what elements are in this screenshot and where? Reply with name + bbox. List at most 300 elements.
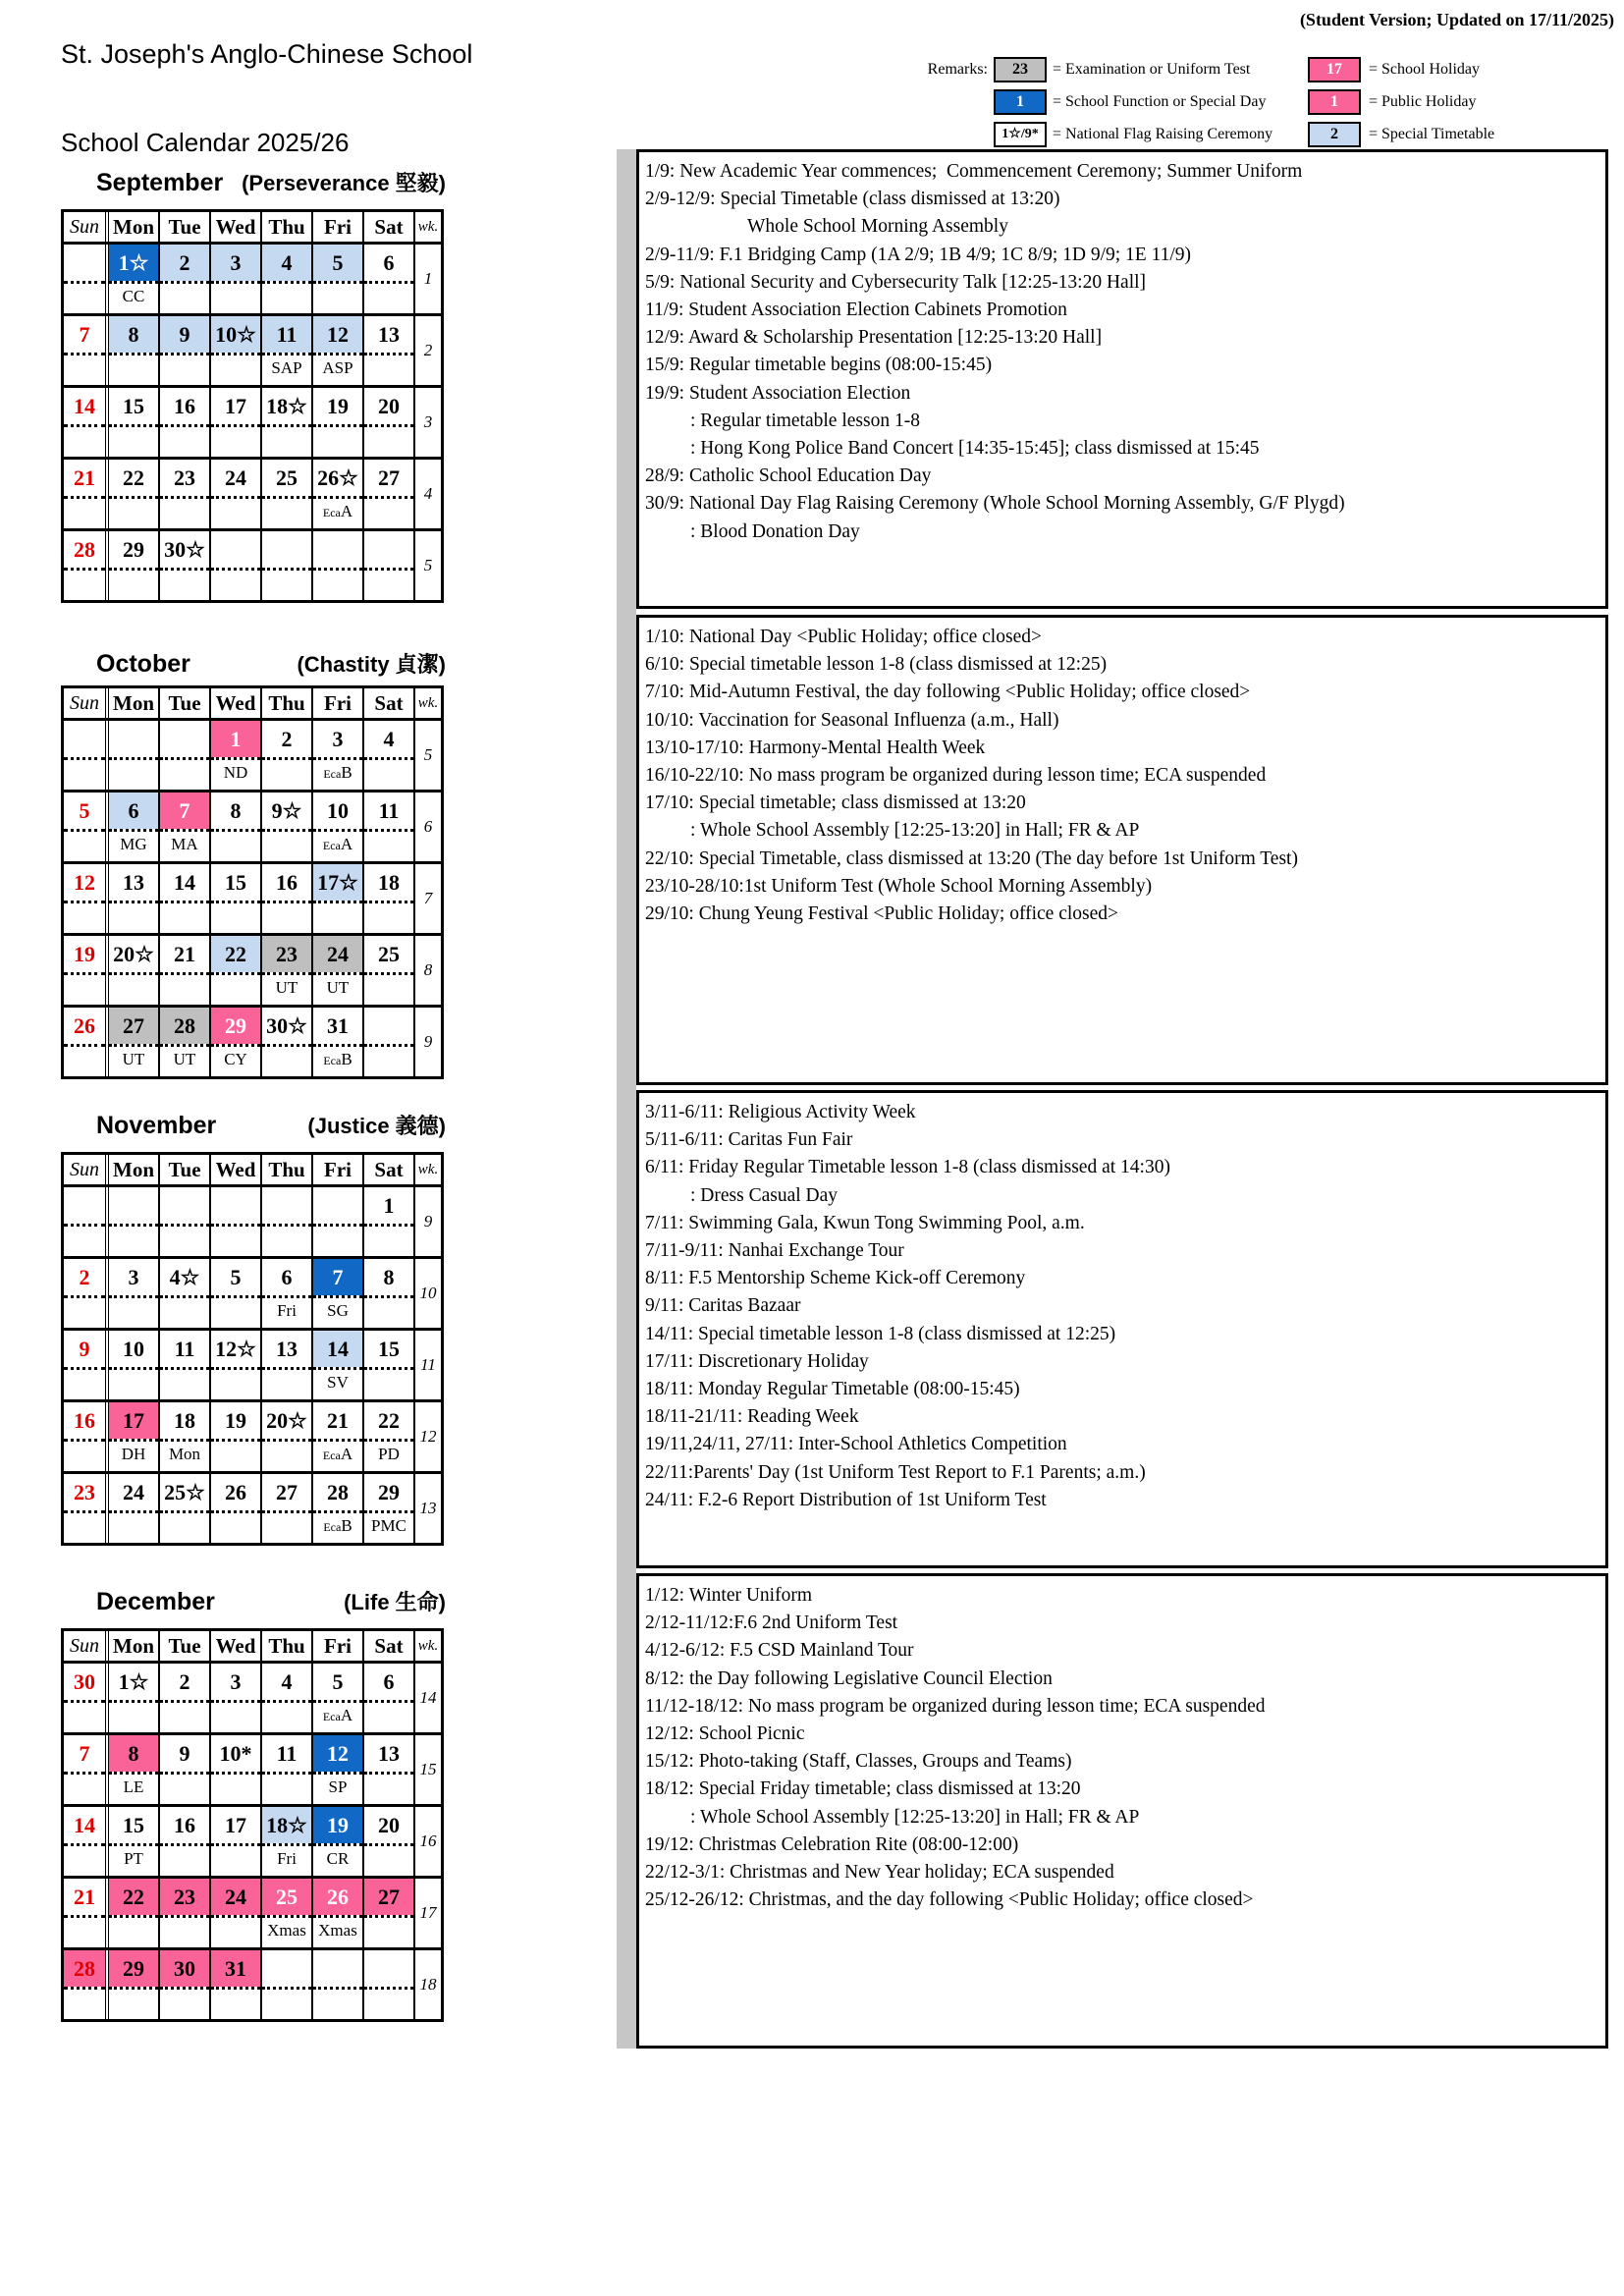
day-cell — [211, 1474, 262, 1543]
day-number: 14 — [313, 1331, 362, 1367]
eca-group: A — [340, 1445, 353, 1463]
day-number: 20☆ — [266, 1407, 307, 1433]
day-sublabel — [364, 1295, 413, 1328]
day-sublabel: SV — [313, 1367, 362, 1399]
day-cell — [313, 864, 364, 933]
day-cell — [211, 388, 262, 457]
weekday-header-tue: Tue — [160, 212, 211, 242]
day-cell — [364, 460, 415, 528]
day-cell — [313, 1259, 364, 1328]
day-cell — [160, 1474, 211, 1543]
weekday-header-fri: Fri — [313, 1155, 364, 1184]
week-row — [64, 1187, 441, 1259]
event-line: 7/10: Mid-Autumn Festival, the day following <Public Holiday; office closed> — [645, 682, 1251, 703]
day-sublabel — [64, 1700, 105, 1732]
day-number: 19 — [74, 941, 95, 966]
day-number: 5 — [230, 1264, 242, 1289]
day-cell — [211, 1187, 262, 1256]
day-cell — [313, 1807, 364, 1876]
day-cell — [313, 1402, 364, 1471]
weekday-header-thu: Thu — [262, 212, 313, 242]
day-number: 30 — [160, 1950, 209, 1987]
day-number — [262, 1187, 311, 1224]
day-number: 4 — [383, 726, 395, 751]
day-sublabel — [313, 281, 362, 313]
day-sublabel: CR — [313, 1843, 362, 1876]
day-sublabel: DH — [109, 1439, 158, 1471]
day-number: 18 — [378, 869, 400, 895]
weekday-header-fri: Fri — [313, 688, 364, 718]
day-cell — [64, 1664, 109, 1732]
day-number: 12 — [313, 316, 362, 353]
day-cell — [109, 1331, 160, 1399]
day-number: 19 — [313, 1807, 362, 1843]
day-number: 8 — [109, 316, 158, 353]
day-cell — [64, 388, 109, 457]
day-sublabel — [364, 972, 413, 1005]
day-number: 22 — [378, 1407, 400, 1433]
day-cell — [160, 316, 211, 385]
day-cell — [211, 936, 262, 1005]
day-cell — [364, 1187, 415, 1256]
event-line: 24/11: F.2-6 Report Distribution of 1st Uniform Test — [645, 1489, 1047, 1510]
day-sublabel — [211, 496, 260, 528]
legend-swatch: 1☆/9* — [994, 122, 1047, 147]
day-number — [262, 1950, 311, 1987]
event-line: 30/9: National Day Flag Raising Ceremony (Whole School Morning Assembly, G/F Plygd) — [645, 493, 1345, 515]
day-sublabel — [160, 1915, 209, 1947]
day-cell — [160, 1807, 211, 1876]
calendar-title: School Calendar 2025/26 — [61, 128, 350, 157]
day-cell — [262, 1735, 313, 1804]
day-cell — [109, 1187, 160, 1256]
day-sublabel — [211, 353, 260, 385]
weekday-header-tue: Tue — [160, 688, 211, 718]
weekday-header-row — [64, 1631, 441, 1664]
event-line: 19/11,24/11, 27/11: Inter-School Athletics Competition — [645, 1434, 1067, 1455]
day-number: 28 — [64, 1950, 105, 1987]
day-number: 22 — [109, 1879, 158, 1915]
day-cell — [313, 245, 364, 313]
day-sublabel — [64, 901, 105, 933]
day-cell — [262, 460, 313, 528]
day-cell — [211, 531, 262, 600]
eca-prefix: Eca — [323, 1520, 342, 1534]
day-number: 17 — [109, 1402, 158, 1439]
day-cell — [262, 1879, 313, 1947]
weekday-header-sat: Sat — [364, 688, 415, 718]
day-sublabel — [211, 901, 260, 933]
day-sublabel — [262, 829, 311, 861]
day-sublabel: ND — [211, 757, 260, 790]
weekday-header-thu: Thu — [262, 1631, 313, 1661]
day-number: 15 — [378, 1336, 400, 1361]
day-cell — [313, 460, 364, 528]
day-number: 7 — [313, 1259, 362, 1295]
week-row — [64, 531, 441, 600]
day-sublabel — [313, 424, 362, 457]
day-number: 3 — [211, 245, 260, 281]
day-number: 13 — [123, 869, 144, 895]
day-sublabel — [211, 1224, 260, 1256]
event-line: 12/12: School Picnic — [645, 1723, 805, 1745]
day-sublabel — [364, 496, 413, 528]
day-sublabel — [211, 1700, 260, 1732]
week-number: 2 — [423, 341, 433, 359]
day-number: 10 — [327, 797, 349, 823]
event-line: 19/12: Christmas Celebration Rite (08:00-12:00) — [645, 1833, 1019, 1855]
day-sublabel — [160, 568, 209, 600]
day-number: 25 — [276, 465, 298, 490]
weekday-header-sun: Sun — [64, 212, 109, 242]
day-cell — [262, 1008, 313, 1076]
weekday-header-mon: Mon — [109, 1631, 160, 1661]
week-number: 12 — [419, 1427, 437, 1446]
week-row — [64, 1474, 441, 1543]
day-sublabel — [262, 424, 311, 457]
week-number: 7 — [423, 889, 433, 907]
day-sublabel — [64, 424, 105, 457]
weekday-header-fri: Fri — [313, 212, 364, 242]
day-sublabel — [64, 757, 105, 790]
event-line: 14/11: Special timetable lesson 1-8 (class dismissed at 12:25) — [645, 1323, 1116, 1344]
week-number: 16 — [419, 1831, 437, 1850]
day-number: 29 — [123, 536, 144, 562]
day-number: 29 — [211, 1008, 260, 1044]
day-sublabel — [262, 568, 311, 600]
day-sublabel — [160, 353, 209, 385]
event-line: 19/9: Student Association Election — [645, 382, 911, 404]
weekday-header-sun: Sun — [64, 1155, 109, 1184]
day-number: 1 — [211, 721, 260, 757]
day-cell — [211, 1950, 262, 2019]
day-sublabel — [64, 1044, 105, 1076]
weekday-header-sun: Sun — [64, 688, 109, 718]
day-number: 17 — [225, 1812, 246, 1837]
day-cell — [160, 936, 211, 1005]
month-virtue: (Chastity 貞潔) — [297, 652, 446, 677]
weekday-header-wed: Wed — [211, 1631, 262, 1661]
day-cell — [160, 531, 211, 600]
day-sublabel — [160, 972, 209, 1005]
day-sublabel — [313, 829, 362, 861]
day-cell — [109, 1879, 160, 1947]
day-number: 2 — [160, 245, 209, 281]
day-sublabel: SAP — [262, 353, 311, 385]
day-number: 25☆ — [164, 1479, 205, 1504]
day-cell — [211, 1008, 262, 1076]
day-cell — [109, 721, 160, 790]
day-number: 28 — [327, 1479, 349, 1504]
event-line: 9/11: Caritas Bazaar — [645, 1295, 801, 1317]
day-sublabel — [262, 901, 311, 933]
day-sublabel — [364, 281, 413, 313]
day-cell — [160, 793, 211, 861]
week-row — [64, 1331, 441, 1402]
day-number: 27 — [378, 465, 400, 490]
day-cell — [160, 1735, 211, 1804]
event-line: 15/12: Photo-taking (Staff, Classes, Groups and Teams) — [645, 1751, 1072, 1773]
day-number: 15 — [225, 869, 246, 895]
day-sublabel — [262, 1772, 311, 1804]
event-line: : Hong Kong Police Band Concert [14:35-15:45]; class dismissed at 15:45 — [690, 438, 1260, 460]
day-number: 10 — [123, 1336, 144, 1361]
day-sublabel — [313, 1044, 362, 1076]
day-number: 22 — [123, 465, 144, 490]
events-panel-september — [636, 149, 1608, 609]
day-cell — [109, 1735, 160, 1804]
day-number: 10☆ — [211, 316, 260, 353]
day-number: 26☆ — [317, 465, 358, 490]
month-virtue: (Justice 義德) — [307, 1114, 446, 1138]
day-number: 1☆ — [109, 245, 158, 281]
day-cell — [313, 531, 364, 600]
day-cell — [64, 1402, 109, 1471]
day-sublabel — [262, 1987, 311, 2019]
day-sublabel — [160, 424, 209, 457]
event-line: 18/11-21/11: Reading Week — [645, 1406, 859, 1428]
weekday-header-wed: Wed — [211, 688, 262, 718]
event-line: : Blood Donation Day — [690, 520, 860, 542]
day-cell — [160, 1879, 211, 1947]
day-cell — [364, 1664, 415, 1732]
day-sublabel — [211, 424, 260, 457]
day-sublabel — [160, 1510, 209, 1543]
legend-swatch: 23 — [994, 57, 1047, 82]
day-sublabel: UT — [109, 1044, 158, 1076]
day-number: 3 — [128, 1264, 139, 1289]
day-number: 14 — [174, 869, 195, 895]
day-sublabel — [109, 1224, 158, 1256]
events-panel-december — [636, 1573, 1608, 2049]
day-cell — [64, 1331, 109, 1399]
day-number: 31 — [327, 1012, 349, 1038]
weekday-header-wk: wk. — [417, 1638, 439, 1654]
week-number: 5 — [423, 745, 433, 764]
day-sublabel: ASP — [313, 353, 362, 385]
day-number: 14 — [74, 1812, 95, 1837]
event-line: 29/10: Chung Yeung Festival <Public Holiday; office closed> — [645, 903, 1119, 925]
legend-swatch: 2 — [1308, 122, 1361, 147]
day-sublabel — [64, 1295, 105, 1328]
day-sublabel — [64, 1510, 105, 1543]
day-number: 30☆ — [164, 536, 205, 562]
event-line: : Whole School Assembly [12:25-13:20] in Hall; FR & AP — [690, 1806, 1140, 1828]
day-cell — [364, 388, 415, 457]
day-sublabel — [160, 496, 209, 528]
day-sublabel: SP — [313, 1772, 362, 1804]
day-sublabel — [160, 281, 209, 313]
day-sublabel — [313, 1439, 362, 1471]
day-sublabel — [364, 829, 413, 861]
day-number: 11 — [174, 1336, 195, 1361]
day-cell — [160, 864, 211, 933]
event-line: 22/11:Parents' Day (1st Uniform Test Report to F.1 Parents; a.m.) — [645, 1461, 1146, 1483]
week-number: 9 — [423, 1032, 433, 1051]
day-cell — [364, 1807, 415, 1876]
day-sublabel — [211, 281, 260, 313]
legend-label: = Special Timetable — [1369, 126, 1495, 142]
day-number: 26 — [313, 1879, 362, 1915]
eca-group: B — [341, 1516, 352, 1535]
event-line: 7/11-9/11: Nanhai Exchange Tour — [645, 1240, 904, 1262]
day-cell — [262, 245, 313, 313]
day-sublabel — [262, 1439, 311, 1471]
day-number: 8 — [109, 1735, 158, 1772]
day-sublabel — [64, 1224, 105, 1256]
day-sublabel — [64, 281, 105, 313]
day-cell — [64, 936, 109, 1005]
week-row — [64, 316, 441, 388]
day-sublabel — [364, 1987, 413, 2019]
eca-prefix: Eca — [323, 767, 342, 781]
week-row — [64, 1402, 441, 1474]
eca-prefix: Eca — [322, 1710, 341, 1723]
day-sublabel — [211, 1843, 260, 1876]
day-sublabel — [211, 972, 260, 1005]
month-title-september — [61, 167, 446, 197]
day-cell — [313, 388, 364, 457]
day-sublabel — [160, 1700, 209, 1732]
weekday-header-mon: Mon — [109, 688, 160, 718]
day-cell — [211, 1331, 262, 1399]
day-sublabel — [109, 1295, 158, 1328]
day-number: 24 — [225, 465, 246, 490]
week-number: 17 — [419, 1903, 437, 1922]
remarks-label: Remarks: — [927, 61, 988, 78]
weekday-header-tue: Tue — [160, 1155, 211, 1184]
legend-swatch: 1 — [994, 89, 1047, 115]
event-line: 17/10: Special timetable; class dismissed at 13:20 — [645, 793, 1026, 814]
day-number: 2 — [281, 726, 293, 751]
day-number: 10* — [219, 1740, 252, 1766]
event-line: 17/11: Discretionary Holiday — [645, 1350, 869, 1372]
day-number: 26 — [74, 1012, 95, 1038]
day-number: 31 — [211, 1950, 260, 1987]
day-sublabel — [364, 1915, 413, 1947]
legend-label: = National Flag Raising Ceremony — [1053, 126, 1273, 142]
day-sublabel: Xmas — [262, 1915, 311, 1947]
day-cell — [364, 1474, 415, 1543]
day-sublabel — [64, 353, 105, 385]
legend-swatch: 1 — [1308, 89, 1361, 115]
day-number: 14 — [74, 393, 95, 418]
day-number: 23 — [174, 465, 195, 490]
week-number: 18 — [419, 1975, 437, 1994]
day-cell — [262, 721, 313, 790]
day-number: 27 — [109, 1008, 158, 1044]
day-number: 4☆ — [169, 1264, 200, 1289]
day-cell — [109, 1474, 160, 1543]
eca-group: A — [340, 502, 353, 520]
weekday-header-sat: Sat — [364, 212, 415, 242]
day-number — [364, 1008, 413, 1044]
day-number — [364, 531, 413, 568]
day-sublabel: PT — [109, 1843, 158, 1876]
event-line: 2/12-11/12:F.6 2nd Uniform Test — [645, 1613, 898, 1634]
day-number: 17 — [225, 393, 246, 418]
month-name: September — [96, 169, 224, 196]
day-sublabel — [262, 1700, 311, 1732]
eca-prefix: Eca — [322, 506, 341, 519]
day-cell — [109, 1402, 160, 1471]
day-number: 2 — [179, 1668, 190, 1694]
day-sublabel — [109, 1700, 158, 1732]
day-sublabel — [262, 1510, 311, 1543]
calendar-table-november — [61, 1152, 444, 1546]
day-number: 28 — [160, 1008, 209, 1044]
legend-row — [903, 57, 1610, 82]
day-sublabel — [64, 829, 105, 861]
weekday-header-wk: wk. — [417, 219, 439, 235]
eca-prefix: Eca — [322, 1449, 341, 1462]
day-number: 2 — [79, 1264, 90, 1289]
calendar-table-october — [61, 685, 444, 1079]
day-number: 16 — [276, 869, 298, 895]
week-row — [64, 721, 441, 793]
eca-group: A — [340, 835, 353, 853]
day-sublabel: UT — [262, 972, 311, 1005]
day-sublabel: LE — [109, 1772, 158, 1804]
day-cell — [262, 1187, 313, 1256]
day-number — [64, 721, 105, 757]
day-sublabel — [262, 496, 311, 528]
day-number: 5 — [313, 245, 362, 281]
day-sublabel — [313, 1510, 362, 1543]
day-cell — [64, 1008, 109, 1076]
day-number: 25 — [378, 941, 400, 966]
weekday-header-tue: Tue — [160, 1631, 211, 1661]
day-sublabel — [364, 901, 413, 933]
divider-strip — [617, 149, 636, 2049]
weekday-header-mon: Mon — [109, 212, 160, 242]
day-cell — [313, 316, 364, 385]
day-sublabel: Mon — [160, 1439, 209, 1471]
day-sublabel — [109, 1510, 158, 1543]
week-number: 6 — [423, 817, 433, 836]
day-number — [211, 1187, 260, 1224]
event-line: 1/10: National Day <Public Holiday; office closed> — [645, 627, 1042, 647]
day-cell — [109, 793, 160, 861]
event-line: 8/12: the Day following Legislative Council Election — [645, 1667, 1053, 1689]
day-number — [364, 1950, 413, 1987]
day-number: 3 — [332, 726, 344, 751]
day-cell — [64, 460, 109, 528]
event-line: 3/11-6/11: Religious Activity Week — [645, 1102, 916, 1122]
day-cell — [313, 1331, 364, 1399]
week-row — [64, 460, 441, 531]
day-number — [160, 1187, 209, 1224]
day-number: 11 — [262, 316, 311, 353]
month-name: December — [96, 1588, 215, 1615]
day-cell — [364, 1950, 415, 2019]
event-line: 11/9: Student Association Election Cabinets Promotion — [645, 300, 1067, 321]
week-row — [64, 1735, 441, 1807]
week-number: 10 — [419, 1284, 437, 1302]
event-line: 1/9: New Academic Year commences; Commencement Ceremony; Summer Uniform — [645, 161, 1303, 182]
day-cell — [313, 1008, 364, 1076]
day-number: 11 — [378, 797, 400, 823]
event-line: 23/10-28/10:1st Uniform Test (Whole School Morning Assembly) — [645, 875, 1153, 897]
week-number: 14 — [419, 1688, 437, 1707]
day-number: 3 — [230, 1668, 242, 1694]
eca-group: B — [341, 763, 352, 782]
day-sublabel — [64, 1439, 105, 1471]
day-cell — [211, 1259, 262, 1328]
day-number: 29 — [109, 1950, 158, 1987]
day-cell — [211, 721, 262, 790]
day-sublabel — [64, 1772, 105, 1804]
